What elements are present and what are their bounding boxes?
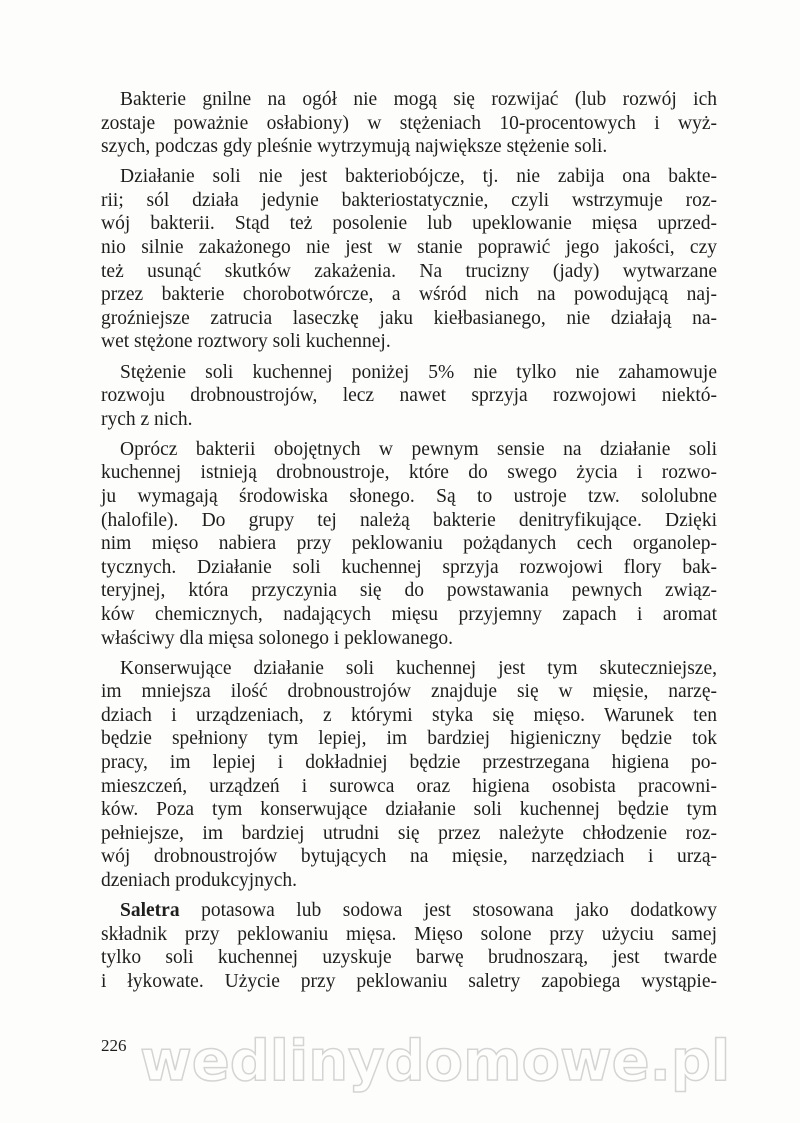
text-line [101,899,717,923]
text-line: ków chemicznych, nadających mięsu przyjemny zapach i aromat [101,603,717,625]
text-line: mieszczeń, urządzeń i surowca oraz higiena osobista pracowni- [101,775,717,797]
text-line: Działanie soli nie jest bakteriobójcze, tj. nie zabija ona bakte- [120,166,717,188]
paragraph [101,361,717,432]
text-line: Bakterie gnilne na ogół nie mogą się rozwijać (lub rozwój ich [120,89,717,110]
text-line: Konserwujące działanie soli kuchennej jest tym skuteczniejsze, [120,657,717,679]
body-text [101,88,717,1000]
paragraph [101,88,717,159]
text-line: szych, podczas gdy pleśnie wytrzymują największe stężenie soli. [101,136,608,158]
bold-term: Saletra [120,900,180,922]
text-line: właściwy dla mięsa solonego i peklowanego. [101,627,453,649]
paragraph [101,438,717,650]
text-line: dziach i urządzeniach, z którymi styka się mięso. Warunek ten [101,704,717,726]
paragraph [101,899,717,993]
text-line: nim mięso nabiera przy peklowaniu pożądanych cech organolep- [101,533,717,555]
text-line: Oprócz bakterii obojętnych w pewnym sensie na działanie soli [120,438,717,460]
text-line: zostaje poważnie osłabiony) w stężeniach 10-procentowych i wyż- [101,112,717,134]
text-line-rest: potasowa lub sodowa jest stosowana jako dodatkowy [179,900,717,922]
text-line: groźniejsze zatrucia laseczkę jaku kiełbasianego, nie działają na- [101,307,717,329]
text-line: przez bakterie chorobotwórcze, a wśród nich na powodującą naj- [101,284,717,306]
page-number: 226 [101,1036,127,1055]
watermark-logo: wedlinydomowe.pl [140,1029,731,1094]
paragraph [101,657,717,893]
text-line: rozwoju drobnoustrojów, lecz nawet sprzyja rozwojowi niektó- [101,385,717,407]
text-line: i łykowate. Użycie przy peklowaniu saletry zapobiega wystąpie- [101,970,717,992]
text-line: składnik przy peklowaniu mięsa. Mięso solone przy użyciu samej [101,923,717,945]
paragraph [101,165,717,354]
text-line: wój drobnoustrojów bytujących na mięsie, narzędziach i urzą- [101,846,717,868]
text-line: wet stężone roztwory soli kuchennej. [101,331,391,353]
text-line: im mniejsza ilość drobnoustrojów znajduje się w mięsie, narzę- [101,681,717,703]
text-line: kuchennej istnieją drobnoustroje, które do swego życia i rozwo- [101,462,717,484]
text-line: tylko soli kuchennej uzyskuje barwę brudnoszarą, jest twarde [101,947,717,969]
text-line: Stężenie soli kuchennej poniżej 5% nie tylko nie zahamowuje [120,361,717,383]
text-line: pełniejsze, im bardziej utrudni się przez należyte chłodzenie roz- [101,822,717,844]
text-line: nio silnie zakażonego nie jest w stanie poprawić jego jakości, czy [101,237,717,259]
text-line: ju wymagają środowiska słonego. Są to ustroje tzw. sololubne [101,486,717,507]
text-line: (halofile). Do grupy tej należą bakterie denitryfikujące. Dzięki [101,509,717,531]
text-line: pracy, im lepiej i dokładniej będzie przestrzegana higiena po- [101,752,717,774]
text-line: dzeniach produkcyjnych. [101,870,298,891]
text-line: tycznych. Działanie soli kuchennej sprzyja rozwojowi flory bak- [101,556,717,578]
text-line: rych z nich. [101,408,193,430]
text-line: rii; sól działa jedynie bakteriostatycznie, czyli wstrzymuje roz- [101,189,717,211]
text-line: też usunąć skutków zakażenia. Na trucizny (jady) wytwarzane [101,260,717,282]
text-line: ków. Poza tym konserwujące działanie soli kuchennej będzie tym [101,799,717,821]
text-line: teryjnej, która przyczynia się do powstawania pewnych związ- [101,580,717,602]
text-line: będzie spełniony tym lepiej, im bardziej higieniczny będzie tok [101,728,717,750]
text-line: wój bakterii. Stąd też posolenie lub upeklowanie mięsa uprzed- [101,213,717,235]
